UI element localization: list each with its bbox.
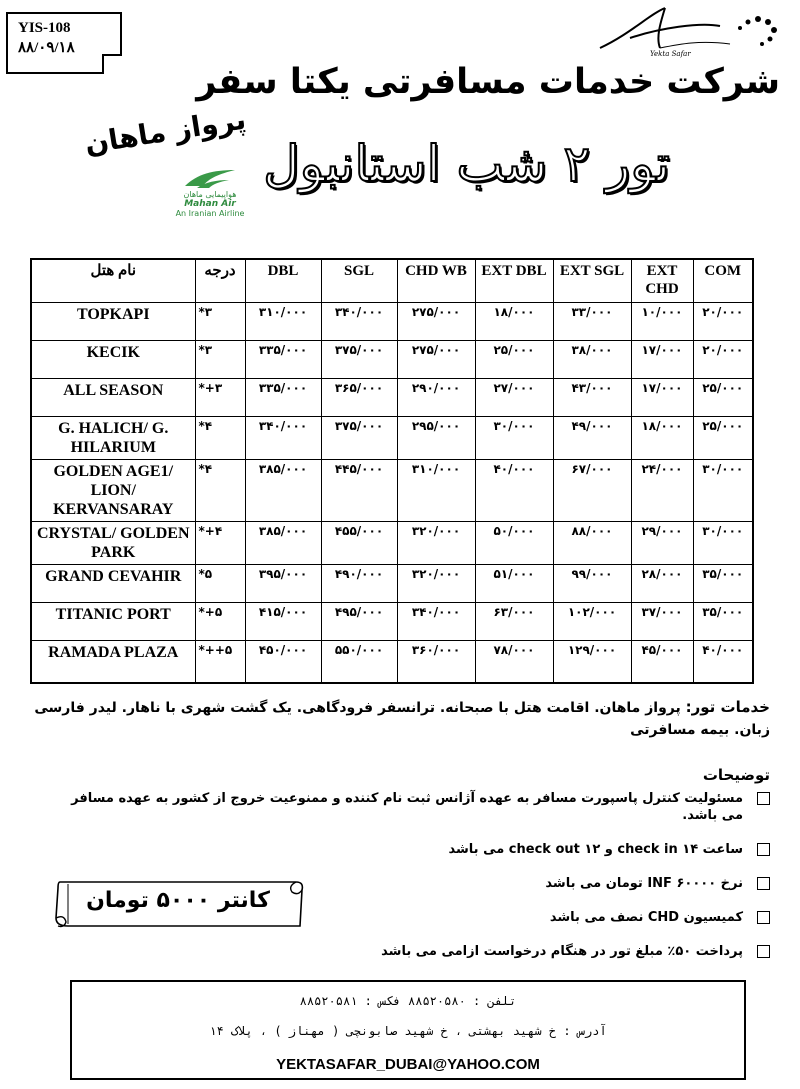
tour-code: YIS-108 (18, 20, 71, 36)
services-text: پرواز ماهان. اقامت هتل با صبحانه. ترانسفر فرودگاهی. یک گشت شهری با ناهار. لیدر فارسی زبان. بیمه مسافرتی (34, 700, 770, 738)
col-grade: درجه (195, 259, 245, 303)
cell-chd: ۳۴۰/۰۰۰ (397, 603, 475, 641)
cell-ext-dbl: ۷۸/۰۰۰ (475, 641, 553, 683)
cell-ext-chd: ۱۸/۰۰۰ (631, 417, 693, 460)
col-sgl: SGL (321, 259, 397, 303)
footer-phones: تلفن : ۸۸۵۲۰۵۸۰ فکس : ۸۸۵۲۰۵۸۱ (299, 994, 517, 1008)
page-fold-decoration (102, 54, 122, 74)
cell-dbl: ۳۹۵/۰۰۰ (245, 565, 321, 603)
checkbox-icon (757, 945, 770, 958)
services-label: خدمات تور: (685, 698, 770, 716)
cell-ext-dbl: ۲۵/۰۰۰ (475, 341, 553, 379)
list-item: نرخ INF ۶۰۰۰۰ تومان می باشد (70, 875, 770, 892)
cell-dbl: ۴۱۵/۰۰۰ (245, 603, 321, 641)
cell-ext-sgl: ۴۳/۰۰۰ (553, 379, 631, 417)
checkbox-icon (757, 792, 770, 805)
table-row (31, 641, 753, 683)
cell-com: ۳۵/۰۰۰ (693, 603, 753, 641)
mahan-logo-fa: هواپیمایی ماهان (183, 190, 237, 199)
col-chd-wb: CHD WB (397, 259, 475, 303)
table-row (31, 522, 753, 565)
cell-dbl: ۴۵۰/۰۰۰ (245, 641, 321, 683)
cell-ext-chd: ۱۰/۰۰۰ (631, 303, 693, 341)
company-logo-icon (590, 4, 790, 58)
list-item: ساعت check in ۱۴ و check out ۱۲ می باشد (70, 841, 770, 858)
cell-com: ۲۰/۰۰۰ (693, 303, 753, 341)
cell-grade: *۳ (195, 303, 245, 341)
cell-chd: ۳۱۰/۰۰۰ (397, 460, 475, 522)
mahan-logo-en: Mahan Air (184, 199, 236, 209)
checkbox-icon (757, 843, 770, 856)
checkbox-icon (757, 877, 770, 890)
cell-hotel: GOLDEN AGE1/ LION/ KERVANSARAY (31, 460, 195, 522)
tour-title: تور ۲ شب استانبول (263, 135, 670, 193)
cell-grade: *۳ (195, 341, 245, 379)
cell-ext-dbl: ۶۳/۰۰۰ (475, 603, 553, 641)
tour-services (30, 696, 770, 741)
cell-sgl: ۳۴۰/۰۰۰ (321, 303, 397, 341)
cell-ext-chd: ۱۷/۰۰۰ (631, 379, 693, 417)
cell-grade: *۴ (195, 417, 245, 460)
cell-ext-dbl: ۵۰/۰۰۰ (475, 522, 553, 565)
cell-ext-sgl: ۳۸/۰۰۰ (553, 341, 631, 379)
table-row (31, 460, 753, 522)
cell-hotel: ALL SEASON (31, 379, 195, 417)
cell-grade: *۴ (195, 460, 245, 522)
cell-chd: ۲۷۵/۰۰۰ (397, 303, 475, 341)
cell-ext-dbl: ۵۱/۰۰۰ (475, 565, 553, 603)
cell-ext-chd: ۲۴/۰۰۰ (631, 460, 693, 522)
list-item: مسئولیت کنترل پاسپورت مسافر به عهده آژانس ثبت نام کننده و ممنوعیت خروج از کشور به عهده مسافر می باشد. (70, 790, 770, 824)
list-item: کمیسیون CHD نصف می باشد (70, 909, 770, 926)
counter-fee: کانتر ۵۰۰۰ تومان (86, 888, 270, 913)
rates-table (30, 258, 754, 684)
cell-chd: ۳۲۰/۰۰۰ (397, 522, 475, 565)
cell-ext-chd: ۲۸/۰۰۰ (631, 565, 693, 603)
tour-code-box (6, 12, 122, 74)
col-hotel: نام هتل (31, 259, 195, 303)
cell-ext-chd: ۴۵/۰۰۰ (631, 641, 693, 683)
cell-com: ۴۰/۰۰۰ (693, 641, 753, 683)
issue-date: ۸۸/۰۹/۱۸ (18, 40, 75, 56)
cell-grade: *++۵ (195, 641, 245, 683)
cell-ext-sgl: ۸۸/۰۰۰ (553, 522, 631, 565)
cell-sgl: ۳۶۵/۰۰۰ (321, 379, 397, 417)
table-row (31, 603, 753, 641)
cell-sgl: ۳۷۵/۰۰۰ (321, 341, 397, 379)
cell-grade: *+۵ (195, 603, 245, 641)
cell-hotel: GRAND CEVAHIR (31, 565, 195, 603)
table-row (31, 303, 753, 341)
mahan-logo-en2: An Iranian Airline (175, 209, 245, 218)
cell-sgl: ۵۵۰/۰۰۰ (321, 641, 397, 683)
col-ext-dbl: EXT DBL (475, 259, 553, 303)
cell-hotel: RAMADA PLAZA (31, 641, 195, 683)
cell-ext-chd: ۲۹/۰۰۰ (631, 522, 693, 565)
cell-sgl: ۳۷۵/۰۰۰ (321, 417, 397, 460)
col-dbl: DBL (245, 259, 321, 303)
cell-hotel: TOPKAPI (31, 303, 195, 341)
cell-com: ۳۵/۰۰۰ (693, 565, 753, 603)
cell-dbl: ۳۱۰/۰۰۰ (245, 303, 321, 341)
cell-sgl: ۴۹۵/۰۰۰ (321, 603, 397, 641)
logo-text: Yekta Safar (650, 50, 691, 58)
cell-ext-sgl: ۹۹/۰۰۰ (553, 565, 631, 603)
cell-sgl: ۴۵۵/۰۰۰ (321, 522, 397, 565)
cell-com: ۳۰/۰۰۰ (693, 460, 753, 522)
cell-ext-dbl: ۳۰/۰۰۰ (475, 417, 553, 460)
cell-ext-sgl: ۱۲۹/۰۰۰ (553, 641, 631, 683)
col-ext-chd: EXT CHD (631, 259, 693, 303)
cell-com: ۳۰/۰۰۰ (693, 522, 753, 565)
list-item: پرداخت ۵۰٪ مبلغ تور در هنگام درخواست ازامی می باشد (70, 943, 770, 960)
table-row (31, 565, 753, 603)
cell-ext-chd: ۱۷/۰۰۰ (631, 341, 693, 379)
table-row (31, 417, 753, 460)
cell-com: ۲۰/۰۰۰ (693, 341, 753, 379)
cell-grade: *۵ (195, 565, 245, 603)
col-ext-sgl: EXT SGL (553, 259, 631, 303)
cell-com: ۲۵/۰۰۰ (693, 417, 753, 460)
cell-ext-chd: ۳۷/۰۰۰ (631, 603, 693, 641)
cell-hotel: G. HALICH/ G. HILARIUM (31, 417, 195, 460)
cell-chd: ۳۲۰/۰۰۰ (397, 565, 475, 603)
cell-com: ۲۵/۰۰۰ (693, 379, 753, 417)
cell-dbl: ۳۴۰/۰۰۰ (245, 417, 321, 460)
cell-ext-dbl: ۱۸/۰۰۰ (475, 303, 553, 341)
cell-ext-sgl: ۴۹/۰۰۰ (553, 417, 631, 460)
cell-dbl: ۳۳۵/۰۰۰ (245, 341, 321, 379)
cell-hotel: KECIK (31, 341, 195, 379)
company-title: شرکت خدمات مسافرتی یکتا سفر (196, 62, 780, 102)
cell-chd: ۳۶۰/۰۰۰ (397, 641, 475, 683)
contact-footer (70, 980, 746, 1080)
airline-title: پرواز ماهان (82, 102, 249, 161)
cell-chd: ۲۷۵/۰۰۰ (397, 341, 475, 379)
mahan-bird-icon (183, 168, 237, 190)
cell-ext-sgl: ۱۰۲/۰۰۰ (553, 603, 631, 641)
checkbox-icon (757, 911, 770, 924)
cell-grade: *+۴ (195, 522, 245, 565)
footer-address: آدرس : خ شهید بهشتی ، خ شهید صابونچی ( مهناز ) ، پلاک ۱۴ (209, 1024, 607, 1038)
cell-hotel: CRYSTAL/ GOLDEN PARK (31, 522, 195, 565)
table-header-row (31, 259, 753, 303)
table-row (31, 379, 753, 417)
cell-dbl: ۳۳۵/۰۰۰ (245, 379, 321, 417)
cell-sgl: ۴۹۰/۰۰۰ (321, 565, 397, 603)
cell-dbl: ۳۸۵/۰۰۰ (245, 522, 321, 565)
notes-title: توضیحات (702, 766, 770, 784)
cell-chd: ۲۹۵/۰۰۰ (397, 417, 475, 460)
col-com: COM (693, 259, 753, 303)
cell-dbl: ۳۸۵/۰۰۰ (245, 460, 321, 522)
cell-hotel: TITANIC PORT (31, 603, 195, 641)
table-row (31, 341, 753, 379)
cell-ext-sgl: ۶۷/۰۰۰ (553, 460, 631, 522)
cell-sgl: ۴۴۵/۰۰۰ (321, 460, 397, 522)
cell-chd: ۲۹۰/۰۰۰ (397, 379, 475, 417)
footer-email: YEKTASAFAR_DUBAI@YAHOO.COM (276, 1056, 540, 1073)
cell-ext-dbl: ۲۷/۰۰۰ (475, 379, 553, 417)
cell-ext-dbl: ۴۰/۰۰۰ (475, 460, 553, 522)
mahan-air-logo (160, 168, 260, 218)
cell-grade: *+۳ (195, 379, 245, 417)
cell-ext-sgl: ۳۳/۰۰۰ (553, 303, 631, 341)
